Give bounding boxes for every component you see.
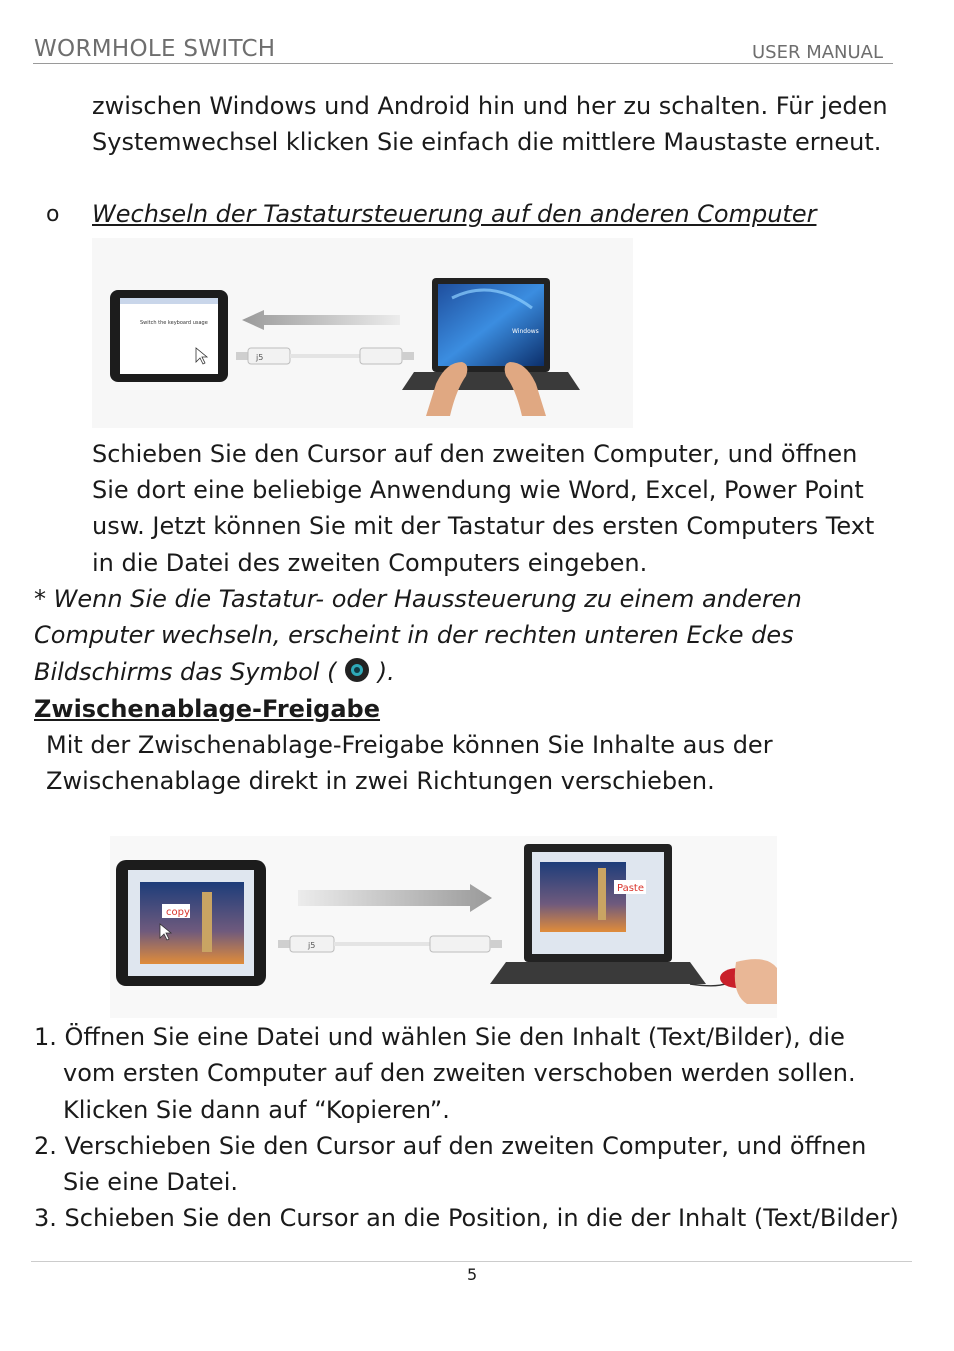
step-3-line-1: 3. Schieben Sie den Cursor an die Position, in die der Inhalt (Text/Bilder) xyxy=(34,1204,899,1232)
svg-text:Switch the keyboard usage: Switch the keyboard usage xyxy=(140,320,208,326)
section-heading-clipboard: Zwischenablage-Freigabe xyxy=(34,695,381,723)
para-line-3: usw. Jetzt können Sie mit der Tastatur des ersten Computers Text xyxy=(92,512,875,540)
svg-text:copy: copy xyxy=(166,907,190,918)
svg-text:j5: j5 xyxy=(308,941,316,950)
subheading-keyboard-switch: Wechseln der Tastatursteuerung auf den anderen Computer xyxy=(92,200,817,228)
step-1-line-2: vom ersten Computer auf den zweiten verschoben werden sollen. xyxy=(63,1059,856,1087)
bullet-marker: o xyxy=(46,202,60,227)
svg-text:Paste: Paste xyxy=(617,883,644,894)
note-line-1: * Wenn Sie die Tastatur- oder Haussteuerung zu einem anderen xyxy=(34,585,802,613)
step-2-line-2: Sie eine Datei. xyxy=(63,1168,238,1196)
intro-line-2: Systemwechsel klicken Sie einfach die mittlere Maustaste erneut. xyxy=(92,128,882,156)
figure-clipboard-sharing xyxy=(110,836,777,1018)
note-line-3-text: Bildschirms das Symbol ( xyxy=(34,658,345,686)
note-line-3-end: ). xyxy=(370,658,395,686)
header-manual-label: USER MANUAL xyxy=(752,42,884,63)
section-line-2: Zwischenablage direkt in zwei Richtungen verschieben. xyxy=(46,767,715,795)
header-title: WORMHOLE SWITCH xyxy=(34,36,276,62)
page-number: 5 xyxy=(467,1265,478,1284)
section-line-1: Mit der Zwischenablage-Freigabe können Sie Inhalte aus der xyxy=(46,731,773,759)
footer-divider xyxy=(31,1261,912,1262)
svg-text:Windows: Windows xyxy=(512,328,539,335)
svg-text:j5: j5 xyxy=(256,353,264,362)
para-line-2: Sie dort eine beliebige Anwendung wie Word, Excel, Power Point xyxy=(92,476,864,504)
figure-keyboard-switch xyxy=(92,238,633,428)
step-2-line-1: 2. Verschieben Sie den Cursor auf den zweiten Computer, und öffnen xyxy=(34,1132,867,1160)
note-line-2: Computer wechseln, erscheint in der rechten unteren Ecke des xyxy=(34,621,794,649)
figure-keyboard-switch-illustration xyxy=(92,238,633,428)
note-line-3 xyxy=(34,654,395,690)
switch-status-icon xyxy=(344,657,370,683)
para-line-1: Schieben Sie den Cursor auf den zweiten Computer, und öffnen xyxy=(92,440,858,468)
step-1-line-3: Klicken Sie dann auf “Kopieren”. xyxy=(63,1096,450,1124)
step-1-line-1: 1. Öffnen Sie eine Datei und wählen Sie den Inhalt (Text/Bilder), die xyxy=(34,1023,845,1051)
header-divider xyxy=(33,63,893,64)
intro-line-1: zwischen Windows und Android hin und her zu schalten. Für jeden xyxy=(92,92,888,120)
para-line-4: in die Datei des zweiten Computers eingeben. xyxy=(92,549,648,577)
figure-clipboard-sharing-illustration xyxy=(110,836,777,1018)
